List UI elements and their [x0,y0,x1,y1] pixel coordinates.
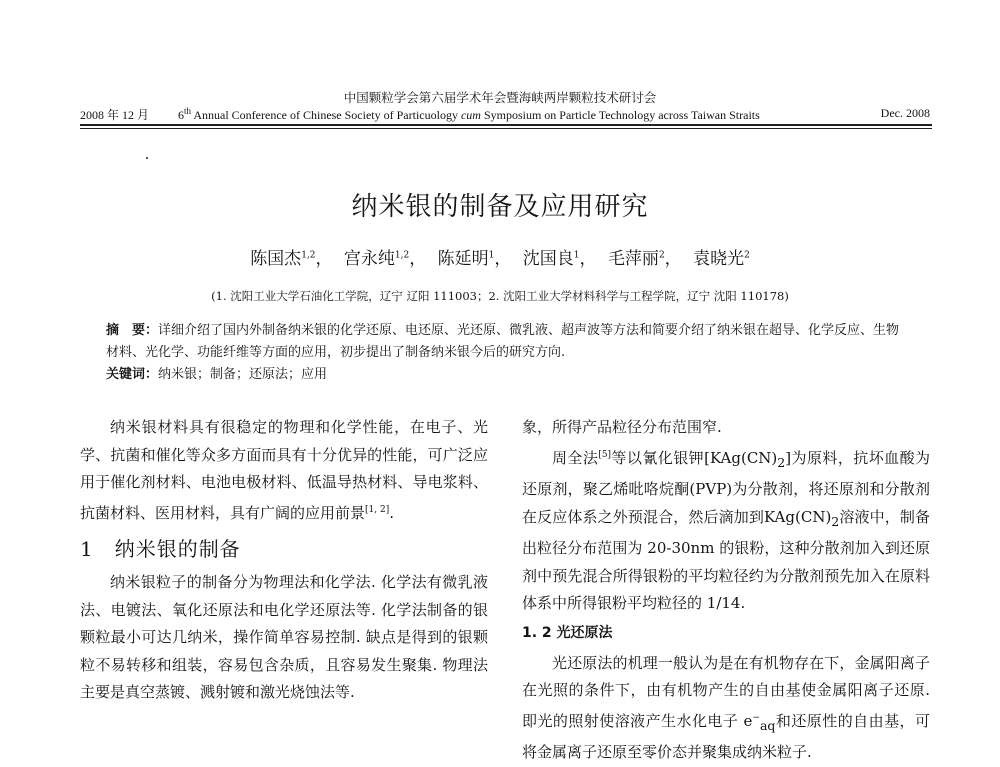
affiliations: (1. 沈阳工业大学石油化工学院，辽宁 辽阳 111003；2. 沈阳工业大学材料科学与工程学院，辽宁 沈阳 110178) [211,289,789,303]
photo-reduction-paragraph: 光还原法的机理一般认为是在有机物存在下，金属阳离子在光照的条件下，由有机物产生的自由基使金属阳离子还原. 即光的照射使溶液产生水化电子 $e^-_{aq}$和还原性的自由基，可将金属离子还原至零价态并聚集成纳米粒子. [522,653,930,761]
keywords [106,364,906,386]
zhou-paragraph: 周全法[5]等以氰化银钾$[KAg(CN)_2]$为原料，抗坏血酸为还原剂，聚乙烯吡咯烷酮(PVP)为分散剂，将还原剂和分散剂在反应体系之外预混合，然后滴加到$KAg(CN)_2$溶液中，制备出粒径分布范围为 20-30nm 的银粉，这种分散剂加入到还原剂中预先混合所得银粉的平均粒径约为分散剂预先加入在原料体系中所得银粉平均粒径的 1/14. [522,448,930,612]
author-list [0,244,1000,269]
paper-title: 纳米银的制备及应用研究 [351,192,649,222]
header-conference-en: 6th Annual Conference of Chinese Society of Particuology cum Symposium on Particle Technology across Taiwan Straits [178,106,760,122]
section-heading-1: 1 纳米银的制备 [80,537,241,561]
abstract-block [106,320,906,386]
header-rule-thick [80,124,932,126]
header-rule-thin [80,128,932,129]
author: 陈延明$^1$， [437,249,512,269]
abstract-label: 摘 要： [106,323,159,338]
keywords-label: 关键词： [106,367,159,382]
keywords-text: 纳米银；制备；还原法；应用 [158,367,328,382]
author: 陈国杰$^{1,2}$， [250,249,333,269]
running-header [80,106,930,122]
header-date-en: Dec. 2008 [880,106,930,120]
author: 沈国良$^1$， [522,249,597,269]
continued-text: 象，所得产品粒径分布范围窄. [522,418,722,436]
abstract [106,320,906,364]
conference-title-cn: 中国颗粒学会第六届学术年会暨海峡两岸颗粒技术研讨会 [343,90,657,105]
author: 宫永纯$^{1,2}$， [343,249,427,269]
scan-speck [146,157,148,159]
author: 袁晓光$^2$ [693,249,750,269]
section-heading-1-2: 1. 2 光还原法 [522,624,613,641]
abstract-text: 详细介绍了国内外制备纳米银的化学还原、电还原、光还原、微乳液、超声波等方法和简要介绍了纳米银在超导、化学反应、生物材料、光化学、功能纤维等方面的应用，初步提出了制备纳米银今后的研究方向. [106,323,900,360]
author: 毛萍丽$^2$， [607,249,682,269]
right-column [522,414,930,767]
left-column [80,414,488,707]
header-date-cn: 2008 年 12 月 [80,108,150,122]
section1-paragraph: 纳米银粒子的制备分为物理法和化学法. 化学法有微乳液法、电镀法、氧化还原法和电化学还原法等. 化学法制备的银颗粒最小可达几纳米，操作简单容易控制. 缺点是得到的银颗粒不易转移和组装，容易包含杂质，且容易发生聚集. 物理法主要是真空蒸镀、溅射镀和激光烧蚀法等. [80,573,488,701]
intro-paragraph: 纳米银材料具有很稳定的物理和化学性能，在电子、光学、抗菌和催化等众多方面而具有十分优异的性能，可广泛应用于催化剂材料、电池电极材料、低温导热材料、导电浆料、抗菌材料、医用材料，具有广阔的应用前景[1, 2]. [80,418,488,522]
